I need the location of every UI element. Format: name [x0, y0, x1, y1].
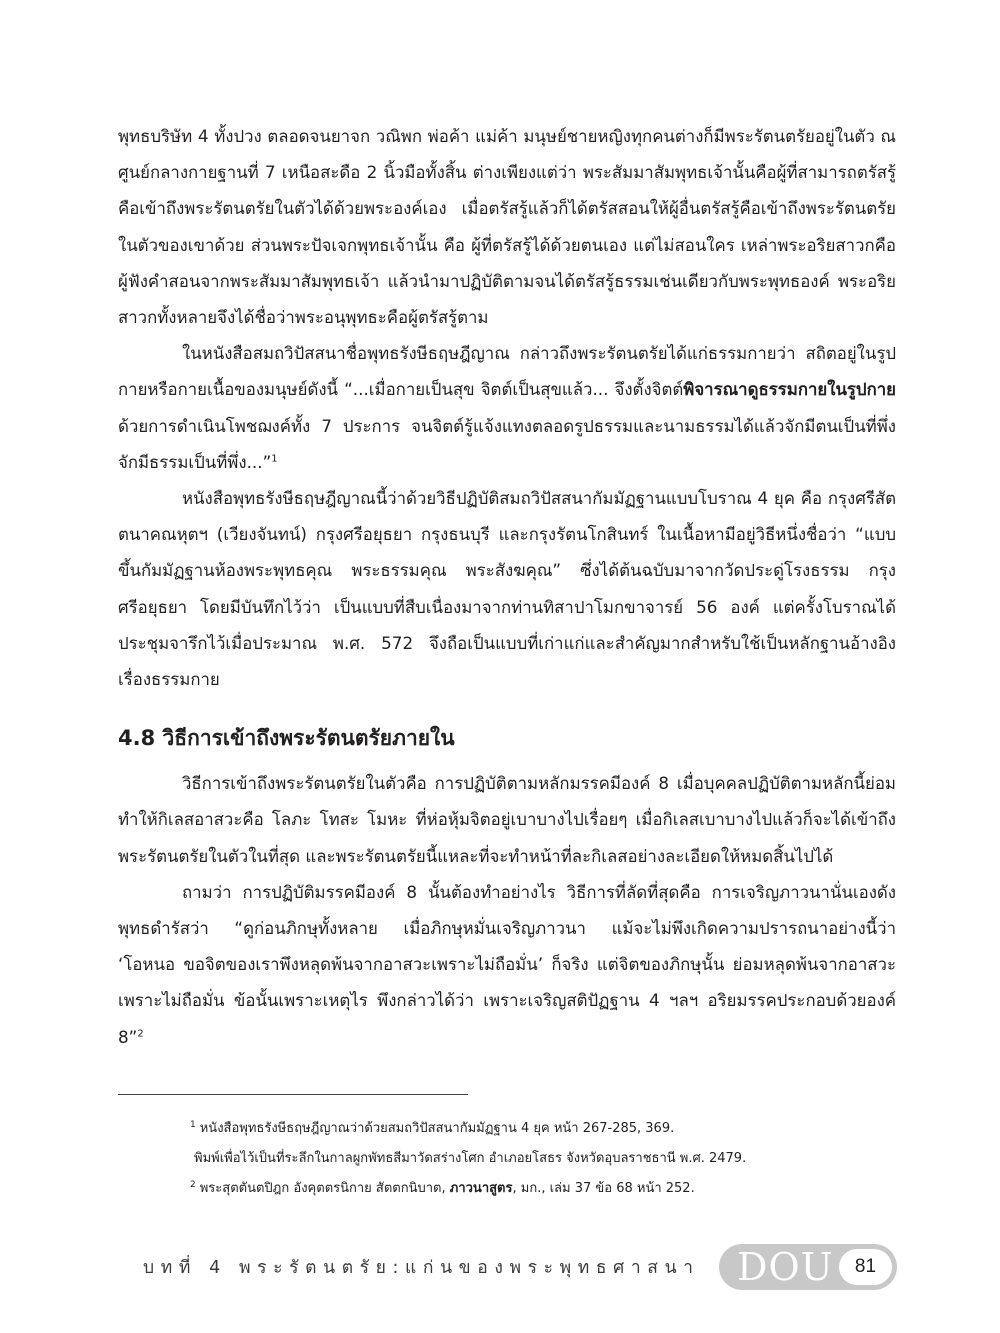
paragraph-5-text: ถามว่า การปฏิบัติมรรคมีองค์ 8 นั้นต้องทำอย่างไร วิธีการที่ลัดที่สุดคือ การเจริญภาวนานั่นเองดังพุทธดำรัสว่า “ดูก่อนภิกษุทั้งหลาย เมื่อภิกษุหมั่นเจริญภาวนา แม้จะไม่พึงเกิดความปรารถนาอย่างนี้ว่า ‘โอหนอ ขอจิตของเราพึงหลุดพ้นจากอาสวะเพราะไม่ถือมั่น’ ก็จริง แต่จิตของภิกษุนั้น ย่อมหลุดพ้นจากอาสวะเพราะไม่ถือมั่น ข้อนั้นเพราะเหตุไร พึงกล่าวได้ว่า เพราะเจริญสติปัฏฐาน 4 ฯลฯ อริยมรรคประกอบด้วยองค์ 8” [118, 881, 896, 1047]
footnote-2-text-b: , มก., เล่ม 37 ข้อ 68 หน้า 252. [512, 1181, 695, 1196]
paragraph-3: หนังสือพุทธรังษีธฤษฎีญาณนี้ว่าด้วยวิธีปฏิบัติสมถวิปัสสนากัมมัฏฐานแบบโบราณ 4 ยุค คือ กรุงศรีสัตตนาคณหุตฯ (เวียงจันทน์) กรุงศรีอยุธยา กรุงธนบุรี และกรุงรัตนโกสินทร์ ในเนื้อหามีอยู่วิธีหนึ่งชื่อว่า “แบบขึ้นกัมมัฏฐานห้องพระพุทธคุณ พระธรรมคุณ พระสังฆคุณ” ซึ่งได้ต้นฉบับมาจากวัดประดู่โรงธรรม กรุงศรีอยุธยา โดยมีบันทึกไว้ว่า เป็นแบบที่สืบเนื่องมาจากท่านทิสาปาโมกขาจารย์ 56 องค์ แต่ครั้งโบราณได้ประชุมจารึกไว้เมื่อประมาณ พ.ศ. 572 จึงถือเป็นแบบที่เก่าแก่และสำคัญมากสำหรับใช้เป็นหลักฐานอ้างอิงเรื่องธรรมกาย [118, 488, 896, 690]
main-content [118, 118, 896, 1055]
paragraph-1: พุทธบริษัท 4 ทั้งปวง ตลอดจนยาจก วณิพก พ่อค้า แม่ค้า มนุษย์ชายหญิงทุกคนต่างก็มีพระรัตนตรัยอยู่ในตัว ณ ศูนย์กลางกายฐานที่ 7 เหนือสะดือ 2 นิ้วมือทั้งสิ้น ต่างเพียงแต่ว่า พระสัมมาสัมพุทธเจ้านั้นคือผู้ที่สามารถตรัสรู้คือเข้าถึงพระรัตนตรัยในตัวได้ด้วยพระองค์เอง เมื่อตรัสรู้แล้วก็ได้ตรัสสอนให้ผู้อื่นตรัสรู้คือเข้าถึงพระรัตนตรัยในตัวของเขาด้วย ส่วนพระปัจเจกพุทธเจ้านั้น คือ ผู้ที่ตรัสรู้ได้ด้วยตนเอง แต่ไม่สอนใคร เหล่าพระอริยสาวกคือ ผู้ฟังคำสอนจากพระสัมมาสัมพุทธเจ้า แล้วนำมาปฏิบัติตามจนได้ตรัสรู้ธรรมเช่นเดียวกับพระพุทธองค์ พระอริยสาวกทั้งหลายจึงได้ชื่อว่าพระอนุพุทธะคือผู้ตรัสรู้ตาม [118, 126, 896, 328]
paragraph-2 [118, 335, 896, 480]
footnote-divider [118, 1094, 468, 1095]
page-number: 81 [839, 1249, 892, 1285]
footnote-1-continued: พิมพ์เพื่อไว้เป็นที่ระลึกในกาลผูกพัทธสีมาวัดสร่างโศก อำเภอยโสธร จังหวัดอุบลราชธานี พ.ศ. 2479. [194, 1151, 747, 1166]
paragraph-2-bold: พิจารณาดูธรรมกายในรูปกาย [683, 379, 896, 400]
paragraph-2-text-a: ในหนังสือสมถวิปัสสนาชื่อพุทธรังษีธฤษฎีญาณ กล่าวถึงพระรัตนตรัยได้แก่ธรรมกายว่า สถิตอยู่ในรูปกายหรือกายเนื้อของมนุษย์ดังนี้ “...เมื่อกายเป็นสุข จิตต์เป็นสุขแล้ว... จึงตั้งจิตต์ [118, 343, 896, 400]
footnote-1-number: 1 [190, 1119, 196, 1130]
footnote-2-text-a: พระสุตตันตปิฎก อังคุตตรนิกาย สัตตกนิบาต, [199, 1181, 450, 1196]
footnotes [190, 1114, 890, 1204]
paragraph-4: วิธีการเข้าถึงพระรัตนตรัยในตัวคือ การปฏิบัติตามหลักมรรคมีองค์ 8 เมื่อบุคคลปฏิบัติตามหลักนี้ย่อมทำให้กิเลสอาสวะคือ โลภะ โทสะ โมหะ ที่ห่อหุ้มจิตอยู่เบาบางไปเรื่อยๆ เมื่อกิเลสเบาบางไปแล้วก็จะได้เข้าถึงพระรัตนตรัยในตัวในที่สุด และพระรัตนตรัยนี้แหละที่จะทำหน้าที่ละกิเลสอย่างละเอียดให้หมดสิ้นไปได้ [118, 773, 896, 866]
dou-logo: DOU [737, 1245, 834, 1289]
footnote-2-bold: ภาวนาสูตร [449, 1181, 513, 1196]
page-badge [719, 1244, 897, 1290]
section-heading: 4.8 วิธีการเข้าถึงพระรัตนตรัยภายใน [118, 726, 455, 751]
running-footer-chapter-title: บทที่ 4 พระรัตนตรัย:แก่นของพระพุทธศาสนา [143, 1258, 700, 1278]
footnote-2 [190, 1174, 890, 1204]
footnote-ref-2[interactable]: 2 [137, 1028, 144, 1040]
paragraph-5 [118, 874, 896, 1055]
footnote-ref-1[interactable]: 1 [271, 453, 278, 465]
paragraph-2-text-b: ด้วยการดำเนินโพชฌงค์ทั้ง 7 ประการ จนจิตต์รู้แจ้งแทงตลอดรูปธรรมและนามธรรมได้แล้วจักมีตนเป็นที่พึ่งจักมีธรรมเป็นที่พึ่ง...” [118, 415, 896, 472]
footnote-1-line-1: หนังสือพุทธรังษีธฤษฎีญาณว่าด้วยสมถวิปัสสนากัมมัฏฐาน 4 ยุค หน้า 267-285, 369. [199, 1121, 675, 1136]
footnote-1 [190, 1114, 890, 1144]
footnote-2-number: 2 [190, 1179, 196, 1190]
